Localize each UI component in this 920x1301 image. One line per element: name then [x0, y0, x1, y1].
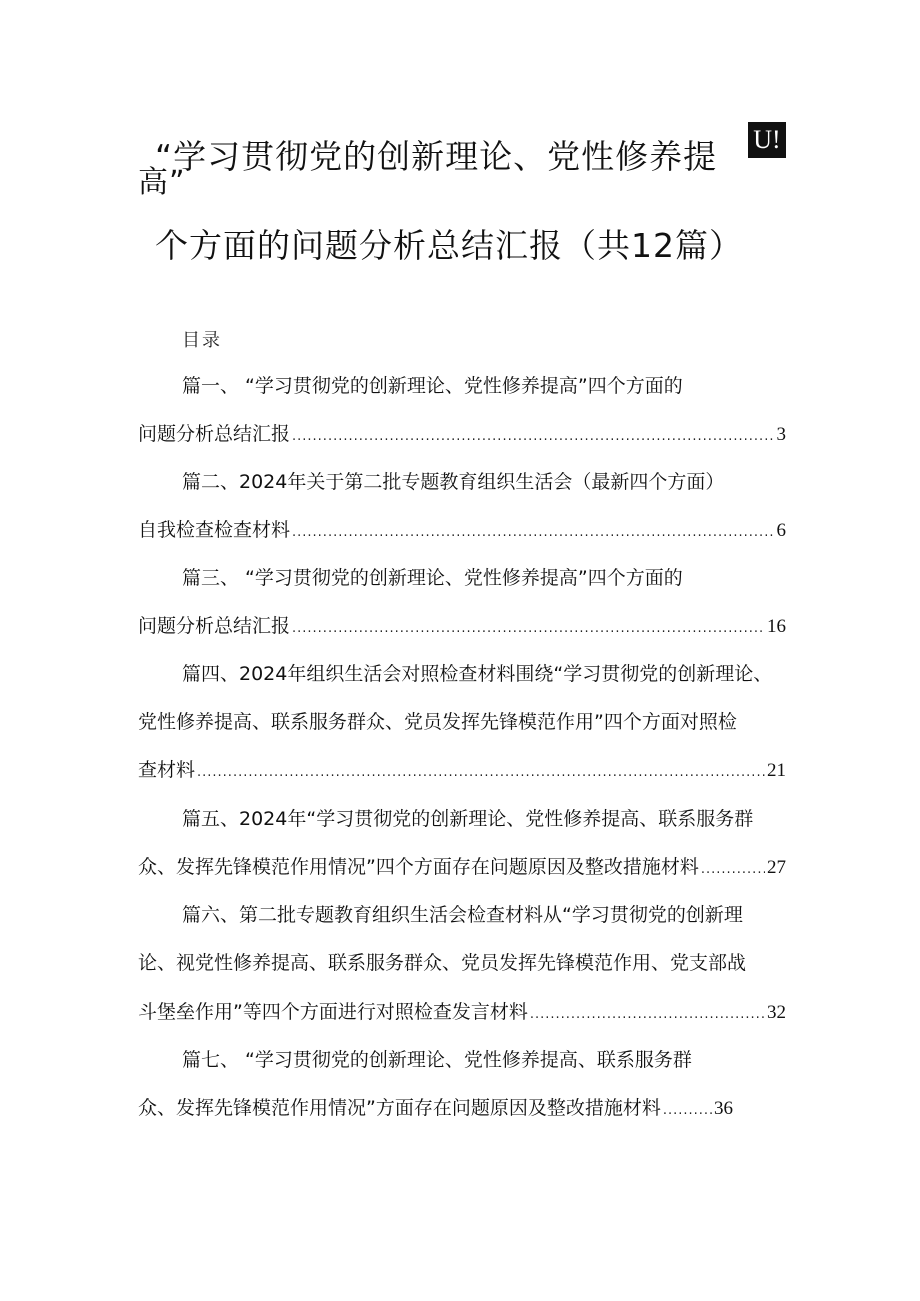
toc-entry-7-line-1[interactable]: 篇七、 “学习贯彻党的创新理论、党性修养提高、联系服务群: [182, 1049, 692, 1071]
toc-entry-3-last[interactable]: [138, 617, 786, 641]
toc-entry-6-last[interactable]: [138, 1003, 786, 1027]
page-number: 21: [767, 760, 786, 781]
toc-entry-1-last[interactable]: [138, 425, 786, 449]
toc-entry-7-last[interactable]: [138, 1099, 733, 1123]
toc-entry-text: 斗堡垒作用”等四个方面进行对照检查发言材料: [138, 1001, 528, 1023]
page-number: 32: [767, 1002, 786, 1023]
logo-badge: U!: [748, 122, 786, 158]
toc-entry-4-line-1[interactable]: 篇四、2024年组织生活会对照检查材料围绕“学习贯彻党的创新理论、: [182, 663, 773, 685]
title-line-3: 个方面的问题分析总结汇报（共12篇）: [155, 226, 743, 265]
title-line-1: “学习贯彻党的创新理论、党性修养提: [155, 137, 718, 176]
toc-entry-6-line-1[interactable]: 篇六、第二批专题教育组织生活会检查材料从“学习贯彻党的创新理: [182, 904, 743, 926]
toc-entry-text: 问题分析总结汇报: [138, 423, 291, 445]
toc-entry-2-last[interactable]: [138, 521, 786, 545]
toc-entry-6-line-2[interactable]: 论、视党性修养提高、联系服务群众、党员发挥先锋模范作用、党支部战: [138, 952, 747, 974]
toc-entry-4-last[interactable]: [138, 761, 786, 785]
toc-entry-text: 众、发挥先锋模范作用情况”方面存在问题原因及整改措施材料: [138, 1097, 661, 1119]
dot-leader: [663, 1104, 712, 1117]
toc-entry-4-line-2[interactable]: 党性修养提高、联系服务群众、党员发挥先锋模范作用”四个方面对照检: [138, 711, 737, 733]
toc-entry-text: 问题分析总结汇报: [138, 615, 291, 637]
toc-entry-5-line-1[interactable]: 篇五、2024年“学习贯彻党的创新理论、党性修养提高、联系服务群: [182, 808, 754, 830]
page-number: 3: [776, 424, 786, 445]
page-number: 27: [767, 857, 786, 878]
toc-entry-text: 查材料: [138, 759, 196, 781]
page-number: 36: [714, 1098, 733, 1119]
page-number: 6: [776, 520, 786, 541]
toc-entry-1-line-1[interactable]: 篇一、 “学习贯彻党的创新理论、党性修养提高”四个方面的: [182, 375, 683, 397]
toc-entry-5-last[interactable]: [138, 858, 786, 882]
dot-leader: [701, 863, 765, 876]
dot-leader: [197, 766, 765, 779]
dot-leader: [292, 526, 774, 539]
page-number: 16: [767, 616, 786, 637]
dot-leader: [292, 430, 774, 443]
toc-entry-3-line-1[interactable]: 篇三、 “学习贯彻党的创新理论、党性修养提高”四个方面的: [182, 567, 683, 589]
dot-leader: [292, 622, 765, 635]
title-line-2: 高”: [138, 165, 186, 200]
dot-leader: [530, 1008, 765, 1021]
toc-entry-text: 众、发挥先锋模范作用情况”四个方面存在问题原因及整改措施材料: [138, 856, 699, 878]
toc-entry-2-line-1[interactable]: 篇二、2024年关于第二批专题教育组织生活会（最新四个方面）: [182, 471, 725, 493]
toc-label: 目录: [182, 330, 222, 351]
toc-entry-text: 自我检查检查材料: [138, 519, 291, 541]
